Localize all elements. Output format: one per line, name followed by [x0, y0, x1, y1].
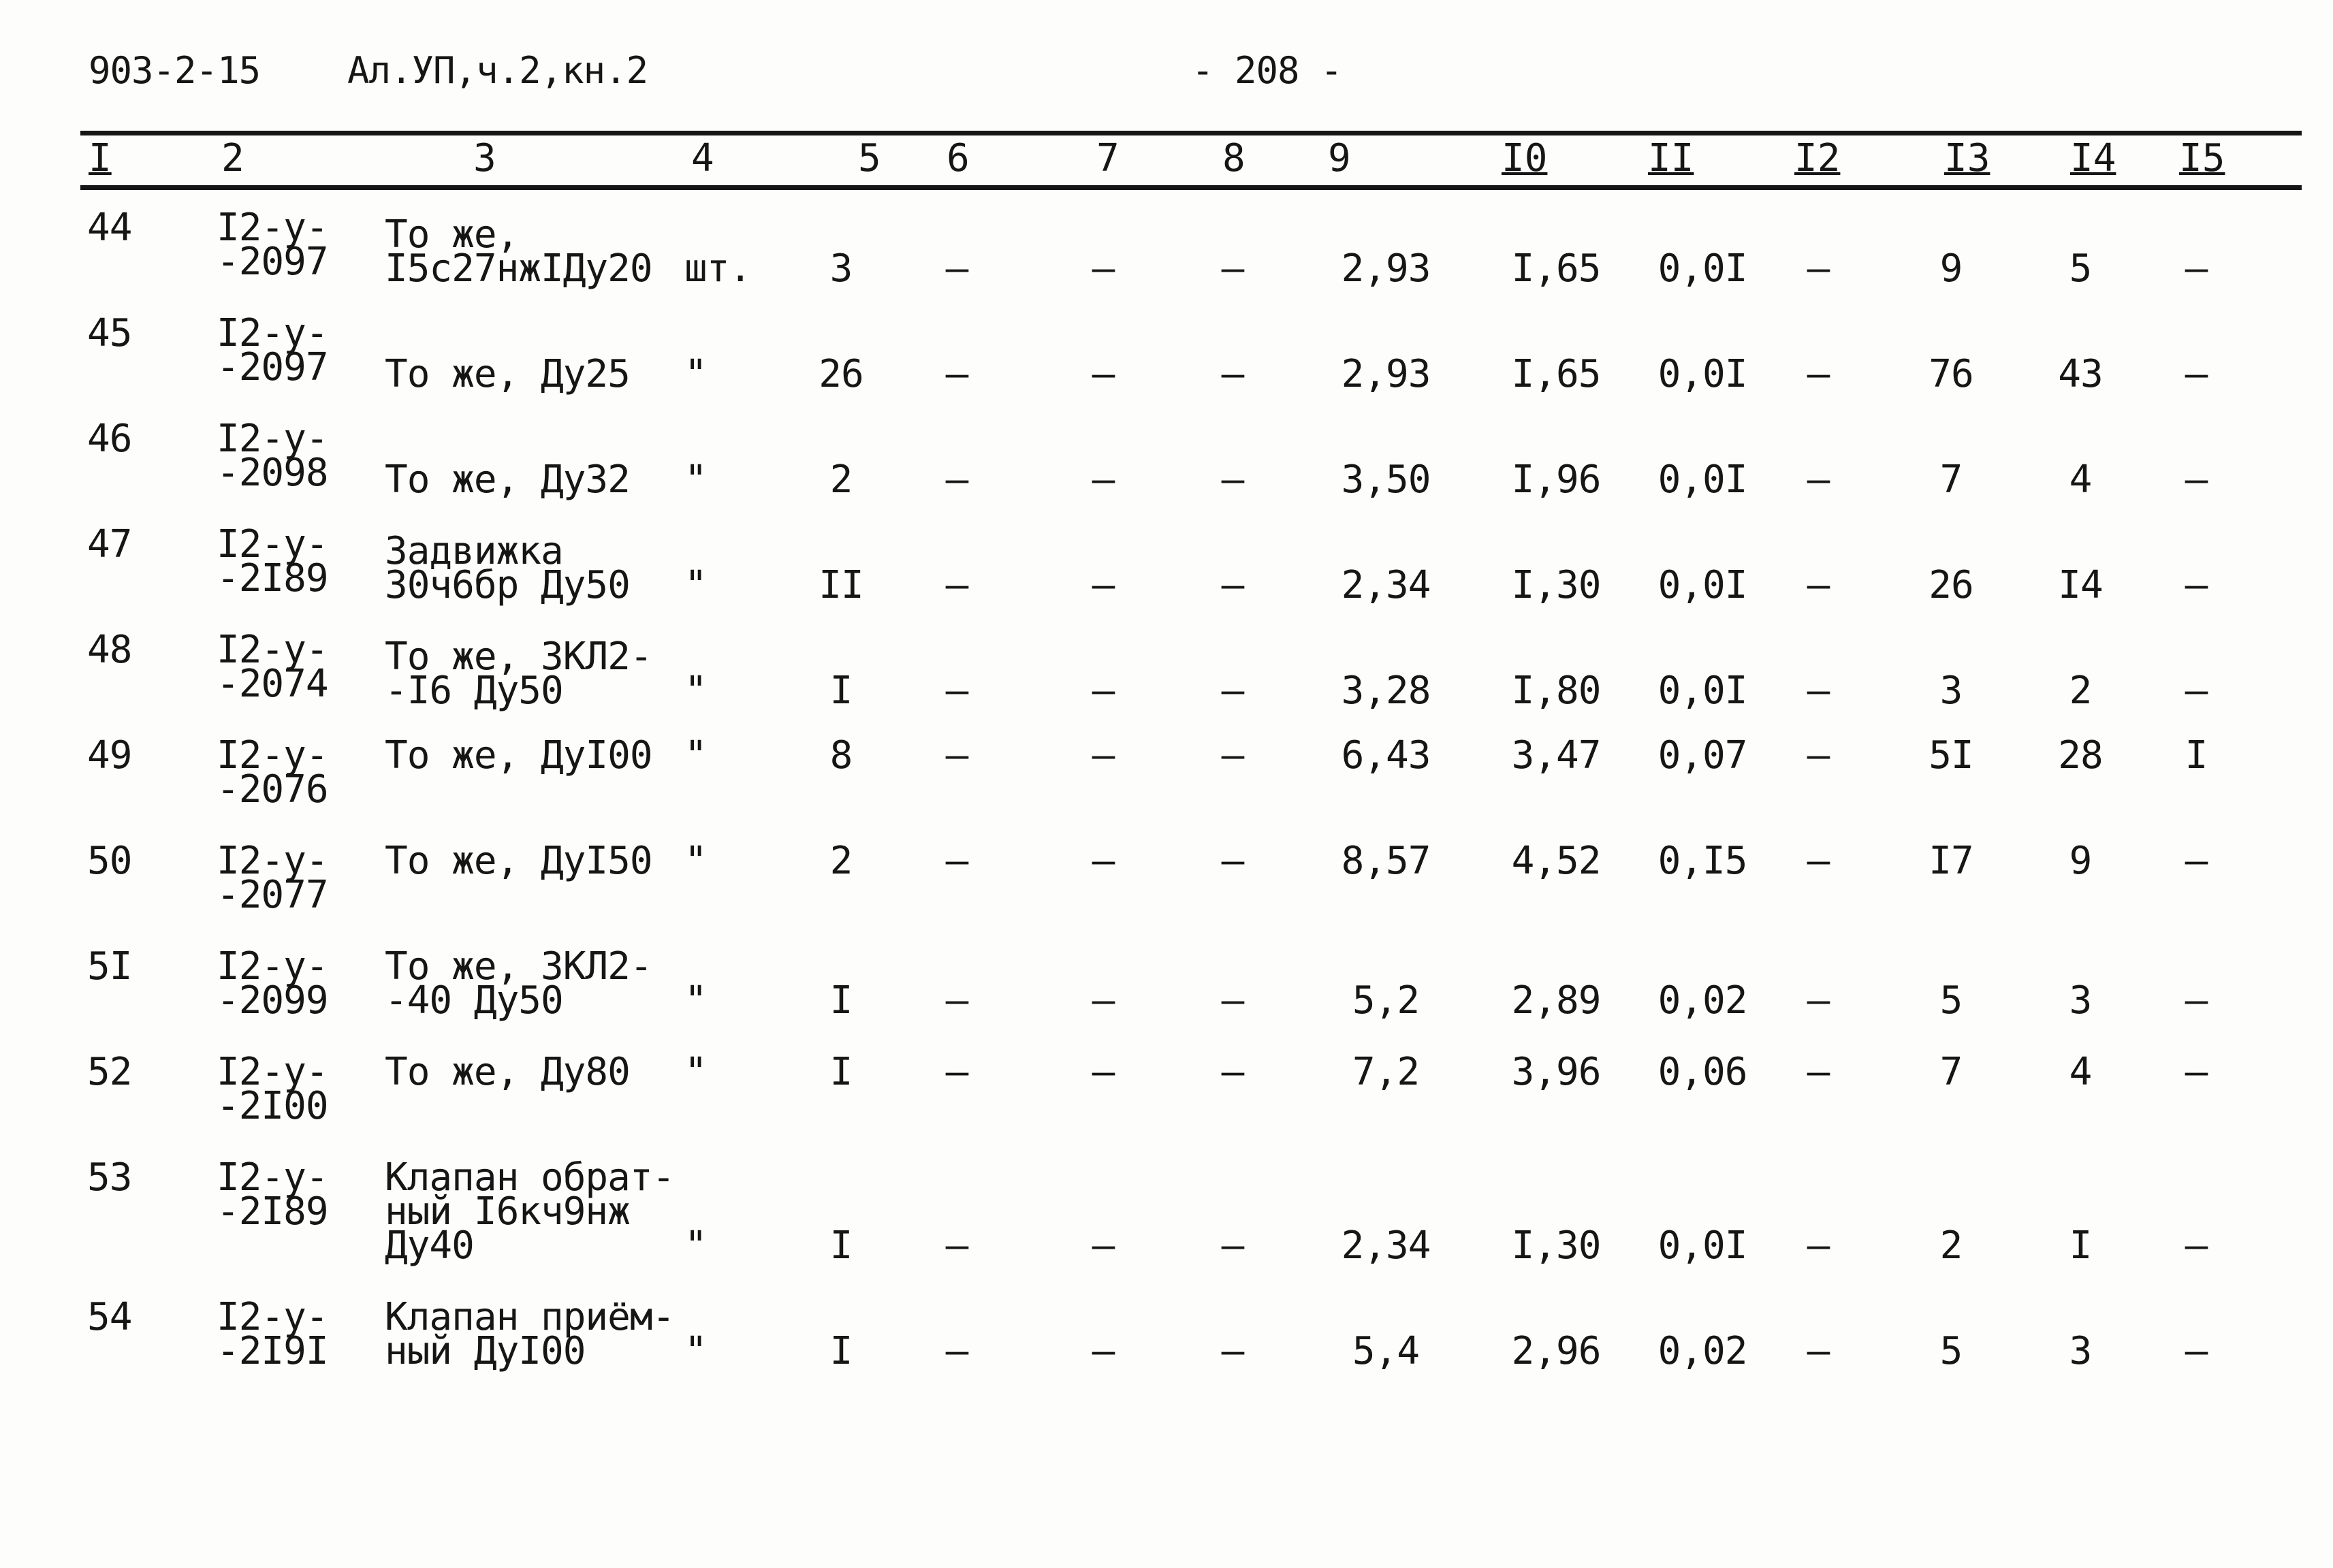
col-12: –	[1807, 839, 1830, 883]
col-12: –	[1807, 669, 1830, 713]
col-10: I,96	[1511, 458, 1601, 502]
item-name: Задвижка 30ч6бр Ду50	[385, 529, 630, 607]
col-15: –	[2185, 1223, 2208, 1268]
col-8: –	[1221, 1329, 1244, 1373]
item-number: 50	[87, 839, 132, 883]
unit: "	[684, 978, 707, 1023]
col-12: –	[1807, 563, 1830, 607]
col-12: –	[1807, 1329, 1830, 1373]
column-number-row	[0, 133, 2333, 185]
col-6: –	[945, 1223, 968, 1268]
col-6: –	[945, 246, 968, 291]
col-13: 2	[1939, 1223, 1963, 1268]
col-10: I,30	[1511, 1223, 1601, 1268]
col-10: 2,96	[1511, 1329, 1601, 1373]
col-7: –	[1092, 1329, 1115, 1373]
quantity: I	[829, 1329, 853, 1373]
col-9: 2,93	[1341, 352, 1431, 396]
item-number: 45	[87, 311, 132, 355]
item-number: 5I	[87, 944, 132, 989]
col-14: 43	[2058, 352, 2103, 396]
quantity: 8	[829, 733, 853, 778]
item-number: 46	[87, 417, 132, 461]
col-11: 0,0I	[1657, 1223, 1747, 1268]
col-8: –	[1221, 839, 1244, 883]
table-row	[0, 1050, 2333, 1157]
col-10: I,30	[1511, 563, 1601, 607]
col-6: –	[945, 352, 968, 396]
quantity: 2	[829, 458, 853, 502]
item-name: То же, ЗКЛ2- -40 Ду50	[385, 944, 652, 1023]
price-code: I2-у- -2074	[217, 628, 328, 706]
col-7: –	[1092, 563, 1115, 607]
column-number: 8	[1222, 136, 1245, 180]
col-12: –	[1807, 733, 1830, 778]
table-row	[0, 206, 2333, 313]
col-9: 3,50	[1341, 458, 1431, 502]
quantity: I	[829, 1050, 853, 1094]
col-7: –	[1092, 978, 1115, 1023]
col-6: –	[945, 839, 968, 883]
col-10: 3,47	[1511, 733, 1601, 778]
col-15: –	[2185, 352, 2208, 396]
col-9: 2,34	[1341, 1223, 1431, 1268]
column-number: 4	[691, 136, 714, 180]
unit: "	[684, 1329, 707, 1373]
col-14: I4	[2058, 563, 2103, 607]
item-name: Клапан приём- ный ДуI00	[385, 1295, 675, 1373]
col-7: –	[1092, 733, 1115, 778]
table-row	[0, 839, 2333, 946]
column-number: II	[1648, 136, 1694, 180]
col-14: 2	[2069, 669, 2092, 713]
col-12: –	[1807, 1050, 1830, 1094]
col-6: –	[945, 458, 968, 502]
price-code: I2-у- -2076	[217, 733, 328, 812]
unit: "	[684, 839, 707, 883]
column-number: 3	[473, 136, 496, 180]
unit: "	[684, 1223, 707, 1268]
item-number: 49	[87, 733, 132, 778]
price-code: I2-у- -2I89	[217, 522, 328, 601]
col-12: –	[1807, 352, 1830, 396]
quantity: 3	[829, 246, 853, 291]
item-number: 54	[87, 1295, 132, 1339]
col-6: –	[945, 563, 968, 607]
table-row	[0, 628, 2333, 735]
col-11: 0,0I	[1657, 563, 1747, 607]
col-10: 4,52	[1511, 839, 1601, 883]
col-9: 5,4	[1352, 1329, 1420, 1373]
col-9: 8,57	[1341, 839, 1431, 883]
item-number: 47	[87, 522, 132, 566]
price-code: I2-у- -2077	[217, 839, 328, 917]
col-8: –	[1221, 1223, 1244, 1268]
price-code: I2-у- -2098	[217, 417, 328, 495]
col-7: –	[1092, 352, 1115, 396]
col-14: 4	[2069, 1050, 2092, 1094]
table-row	[0, 944, 2333, 1052]
col-15: –	[2185, 669, 2208, 713]
col-13: 7	[1939, 1050, 1963, 1094]
col-13: 76	[1929, 352, 1973, 396]
table-row	[0, 1155, 2333, 1268]
col-13: 26	[1929, 563, 1973, 607]
col-6: –	[945, 733, 968, 778]
item-name: То же, ДуI50	[385, 839, 652, 883]
price-code: I2-у- -2I9I	[217, 1295, 328, 1373]
price-code: I2-у- -2097	[217, 311, 328, 389]
col-9: 3,28	[1341, 669, 1431, 713]
price-code: I2-у- -2I89	[217, 1155, 328, 1234]
column-number: I5	[2179, 136, 2225, 180]
table-row	[0, 311, 2333, 419]
column-number: 2	[221, 136, 244, 180]
col-7: –	[1092, 246, 1115, 291]
col-8: –	[1221, 352, 1244, 396]
table-row	[0, 417, 2333, 524]
col-6: –	[945, 1329, 968, 1373]
col-11: 0,06	[1657, 1050, 1747, 1094]
col-11: 0,0I	[1657, 352, 1747, 396]
col-11: 0,I5	[1657, 839, 1747, 883]
album-reference: Ал.УП,ч.2,кн.2	[347, 49, 648, 92]
col-14: 28	[2058, 733, 2103, 778]
col-13: 5	[1939, 978, 1963, 1023]
col-11: 0,02	[1657, 978, 1747, 1023]
unit: "	[684, 733, 707, 778]
quantity: II	[819, 563, 863, 607]
col-8: –	[1221, 978, 1244, 1023]
col-14: 3	[2069, 978, 2092, 1023]
item-number: 53	[87, 1155, 132, 1200]
col-8: –	[1221, 246, 1244, 291]
col-8: –	[1221, 1050, 1244, 1094]
column-number: 9	[1328, 136, 1351, 180]
col-12: –	[1807, 1223, 1830, 1268]
item-name: То же, Ду25	[385, 352, 630, 396]
col-8: –	[1221, 563, 1244, 607]
col-6: –	[945, 978, 968, 1023]
col-10: I,65	[1511, 352, 1601, 396]
unit: "	[684, 352, 707, 396]
col-14: 5	[2069, 246, 2092, 291]
unit: шт.	[684, 246, 752, 291]
col-13: 5I	[1929, 733, 1973, 778]
col-9: 2,93	[1341, 246, 1431, 291]
page-header	[89, 49, 2302, 103]
col-9: 2,34	[1341, 563, 1431, 607]
col-10: I,65	[1511, 246, 1601, 291]
col-9: 5,2	[1352, 978, 1420, 1023]
col-13: 3	[1939, 669, 1963, 713]
unit: "	[684, 1050, 707, 1094]
col-11: 0,07	[1657, 733, 1747, 778]
col-7: –	[1092, 839, 1115, 883]
col-8: –	[1221, 733, 1244, 778]
col-6: –	[945, 1050, 968, 1094]
col-15: I	[2185, 733, 2208, 778]
col-15: –	[2185, 246, 2208, 291]
column-number: I2	[1794, 136, 1841, 180]
col-8: –	[1221, 458, 1244, 502]
item-name: Клапан обрат- ный I6кч9нж Ду40	[385, 1155, 675, 1268]
col-8: –	[1221, 669, 1244, 713]
price-code: I2-у- -2I00	[217, 1050, 328, 1128]
col-10: I,80	[1511, 669, 1601, 713]
col-15: –	[2185, 978, 2208, 1023]
col-7: –	[1092, 1223, 1115, 1268]
col-10: 2,89	[1511, 978, 1601, 1023]
item-name: То же, I5с27нжIДу20	[385, 212, 652, 291]
table-row	[0, 733, 2333, 841]
col-14: 9	[2069, 839, 2092, 883]
col-14: 3	[2069, 1329, 2092, 1373]
item-name: То же, ДуI00	[385, 733, 652, 778]
col-14: 4	[2069, 458, 2092, 502]
column-number: I4	[2070, 136, 2116, 180]
column-number: I0	[1502, 136, 1548, 180]
col-12: –	[1807, 246, 1830, 291]
header-bottom-rule	[80, 185, 2302, 190]
col-11: 0,0I	[1657, 458, 1747, 502]
col-13: 9	[1939, 246, 1963, 291]
item-name: То же, Ду32	[385, 458, 630, 502]
quantity: 26	[819, 352, 863, 396]
unit: "	[684, 669, 707, 713]
unit: "	[684, 458, 707, 502]
col-7: –	[1092, 669, 1115, 713]
col-15: –	[2185, 839, 2208, 883]
col-14: I	[2069, 1223, 2092, 1268]
item-name: То же, ЗКЛ2- -I6 Ду50	[385, 635, 652, 713]
col-15: –	[2185, 1329, 2208, 1373]
quantity: I	[829, 669, 853, 713]
col-13: 5	[1939, 1329, 1963, 1373]
col-15: –	[2185, 1050, 2208, 1094]
item-number: 52	[87, 1050, 132, 1094]
document-code: 903-2-15	[89, 49, 261, 92]
col-9: 6,43	[1341, 733, 1431, 778]
price-code: I2-у- -2099	[217, 944, 328, 1023]
col-11: 0,0I	[1657, 246, 1747, 291]
table-row	[0, 522, 2333, 630]
col-10: 3,96	[1511, 1050, 1601, 1094]
col-13: I7	[1929, 839, 1973, 883]
table-row	[0, 1295, 2333, 1403]
col-15: –	[2185, 563, 2208, 607]
col-9: 7,2	[1352, 1050, 1420, 1094]
col-6: –	[945, 669, 968, 713]
col-12: –	[1807, 978, 1830, 1023]
quantity: 2	[829, 839, 853, 883]
item-name: То же, Ду80	[385, 1050, 630, 1094]
unit: "	[684, 563, 707, 607]
item-number: 44	[87, 206, 132, 250]
column-number: 6	[947, 136, 970, 180]
col-7: –	[1092, 458, 1115, 502]
price-code: I2-у- -2097	[217, 206, 328, 284]
item-number: 48	[87, 628, 132, 672]
quantity: I	[829, 1223, 853, 1268]
col-12: –	[1807, 458, 1830, 502]
column-number: 5	[858, 136, 881, 180]
col-11: 0,02	[1657, 1329, 1747, 1373]
col-7: –	[1092, 1050, 1115, 1094]
quantity: I	[829, 978, 853, 1023]
col-11: 0,0I	[1657, 669, 1747, 713]
column-number: 7	[1096, 136, 1120, 180]
col-15: –	[2185, 458, 2208, 502]
page-number: - 208 -	[1192, 49, 1342, 92]
col-13: 7	[1939, 458, 1963, 502]
column-number: I3	[1944, 136, 1990, 180]
column-number: I	[89, 136, 112, 180]
